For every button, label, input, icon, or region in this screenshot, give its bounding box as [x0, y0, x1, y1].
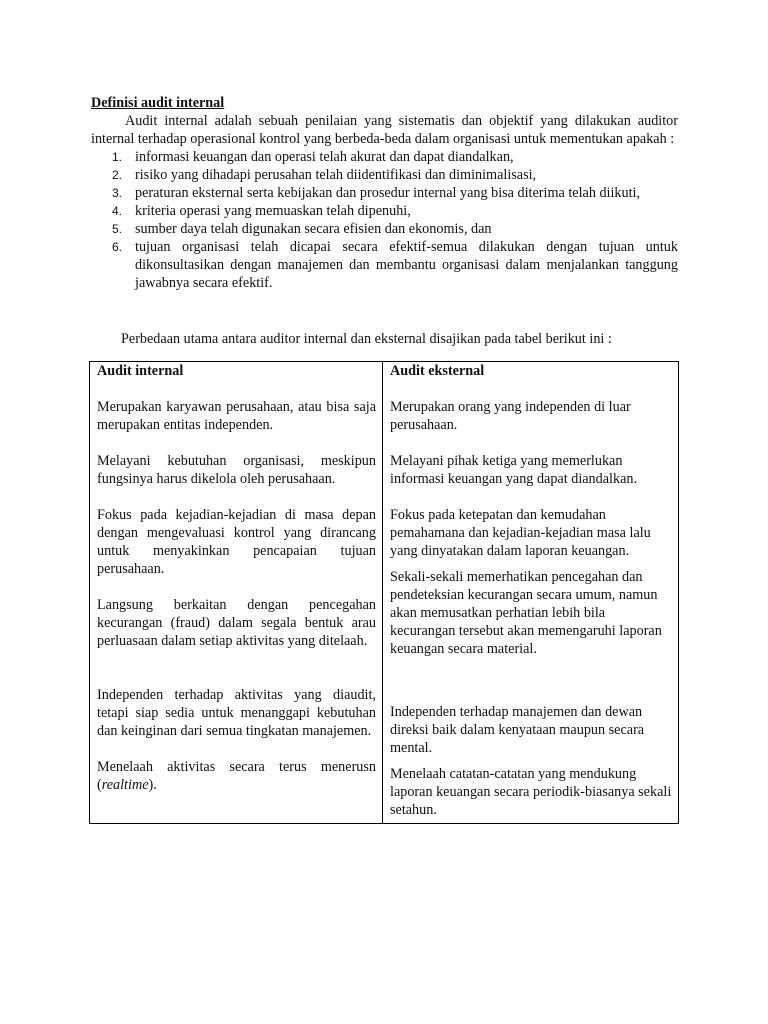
external-audit-header: Audit eksternal	[390, 363, 485, 379]
section-heading: Definisi audit internal	[91, 95, 225, 111]
list-item-text: kriteria operasi yang memuaskan telah dipenuhi,	[135, 203, 411, 219]
intro-paragraph: Audit internal adalah sebuah penilaian yang sistematis dan objektif yang dilakukan auditor internal terhadap operasional kontrol yang berbeda-beda dalam organisasi untuk mementukan apakah :	[91, 113, 678, 147]
list-number: 6.	[112, 240, 123, 254]
external-point-focus: Fokus pada ketepatan dan kemudahan pemahamana dan kejadian-kejadian masa lalu yang dinyatakan dalam laporan keuangan.	[390, 507, 651, 559]
table-intro-paragraph: Perbedaan utama antara auditor internal dan eksternal disajikan pada tabel berikut ini :	[121, 331, 612, 347]
internal-review-end: ).	[148, 777, 157, 793]
criteria-list	[91, 148, 678, 292]
list-number: 2.	[112, 168, 123, 182]
list-item	[91, 238, 678, 292]
list-item-text: sumber daya telah digunakan secara efisien dan ekonomis, dan	[135, 221, 492, 237]
list-item	[91, 184, 678, 202]
internal-point-fraud: Langsung berkaitan dengan pencegahan kecurangan (fraud) dalam segala bentuk arau perluasaan dalam setiap aktivitas yang ditelaah.	[97, 597, 376, 649]
list-item	[91, 166, 678, 184]
list-item-text: informasi keuangan dan operasi telah akurat dan dapat diandalkan,	[135, 149, 514, 165]
internal-point-serves: Melayani kebutuhan organisasi, meskipun fungsinya harus dikelola oleh perusahaan.	[97, 453, 376, 487]
internal-point-employee: Merupakan karyawan perusahaan, atau bisa saja merupakan entitas independen.	[97, 399, 376, 433]
document-body	[91, 94, 678, 348]
internal-point-independence: Independen terhadap aktivitas yang diaudit, tetapi siap sedia untuk menanggapi kebutuhan dan keinginan dari semua tingkatan manajemen.	[97, 687, 376, 739]
internal-point-review	[97, 758, 376, 794]
external-point-fraud: Sekali-sekali memerhatikan pencegahan dan pendeteksian kecurangan secara umum, namun akan memusatkan perhatian lebih bila kecurangan tersebut akan memengaruhi laporan keuangan secara material.	[390, 569, 662, 657]
list-item-text: tujuan organisasi telah dicapai secara efektif-semua dilakukan dengan tujuan untuk dikonsultasikan dengan manajemen dan membantu organisasi dalam menjalankan tanggung jawabnya secara efektif.	[135, 239, 678, 291]
external-point-independent: Merupakan orang yang independen di luar perusahaan.	[390, 399, 631, 433]
internal-review-italic: realtime	[101, 777, 149, 793]
list-number: 1.	[112, 150, 123, 164]
list-item	[91, 220, 678, 238]
list-number: 5.	[112, 222, 123, 236]
external-point-review: Menelaah catatan-catatan yang mendukung laporan keuangan secara periodik-biasanya sekali setahun.	[390, 766, 672, 818]
internal-audit-column	[90, 362, 383, 824]
list-item	[91, 148, 678, 166]
list-item	[91, 202, 678, 220]
table-row	[90, 362, 679, 824]
list-item-text: peraturan eksternal serta kebijakan dan prosedur internal yang bisa diterima telah diikuti,	[135, 185, 641, 201]
external-audit-column	[383, 362, 679, 824]
comparison-table	[89, 361, 679, 824]
internal-review-text: Menelaah aktivitas secara terus menerusn (	[97, 759, 376, 793]
external-point-serves: Melayani pihak ketiga yang memerlukan informasi keuangan yang dapat diandalkan.	[390, 453, 638, 487]
external-point-independence: Independen terhadap manajemen dan dewan direksi baik dalam kenyataan maupun secara mental.	[390, 704, 645, 756]
list-number: 3.	[112, 186, 123, 200]
internal-audit-header: Audit internal	[97, 363, 184, 379]
internal-point-focus: Fokus pada kejadian-kejadian di masa depan dengan mengevaluasi kontrol yang dirancang untuk menyakinkan pencapaian tujuan perusahaan.	[97, 507, 376, 577]
list-item-text: risiko yang dihadapi perusahan telah diidentifikasi dan diminimalisasi,	[135, 167, 537, 183]
list-number: 4.	[112, 204, 123, 218]
